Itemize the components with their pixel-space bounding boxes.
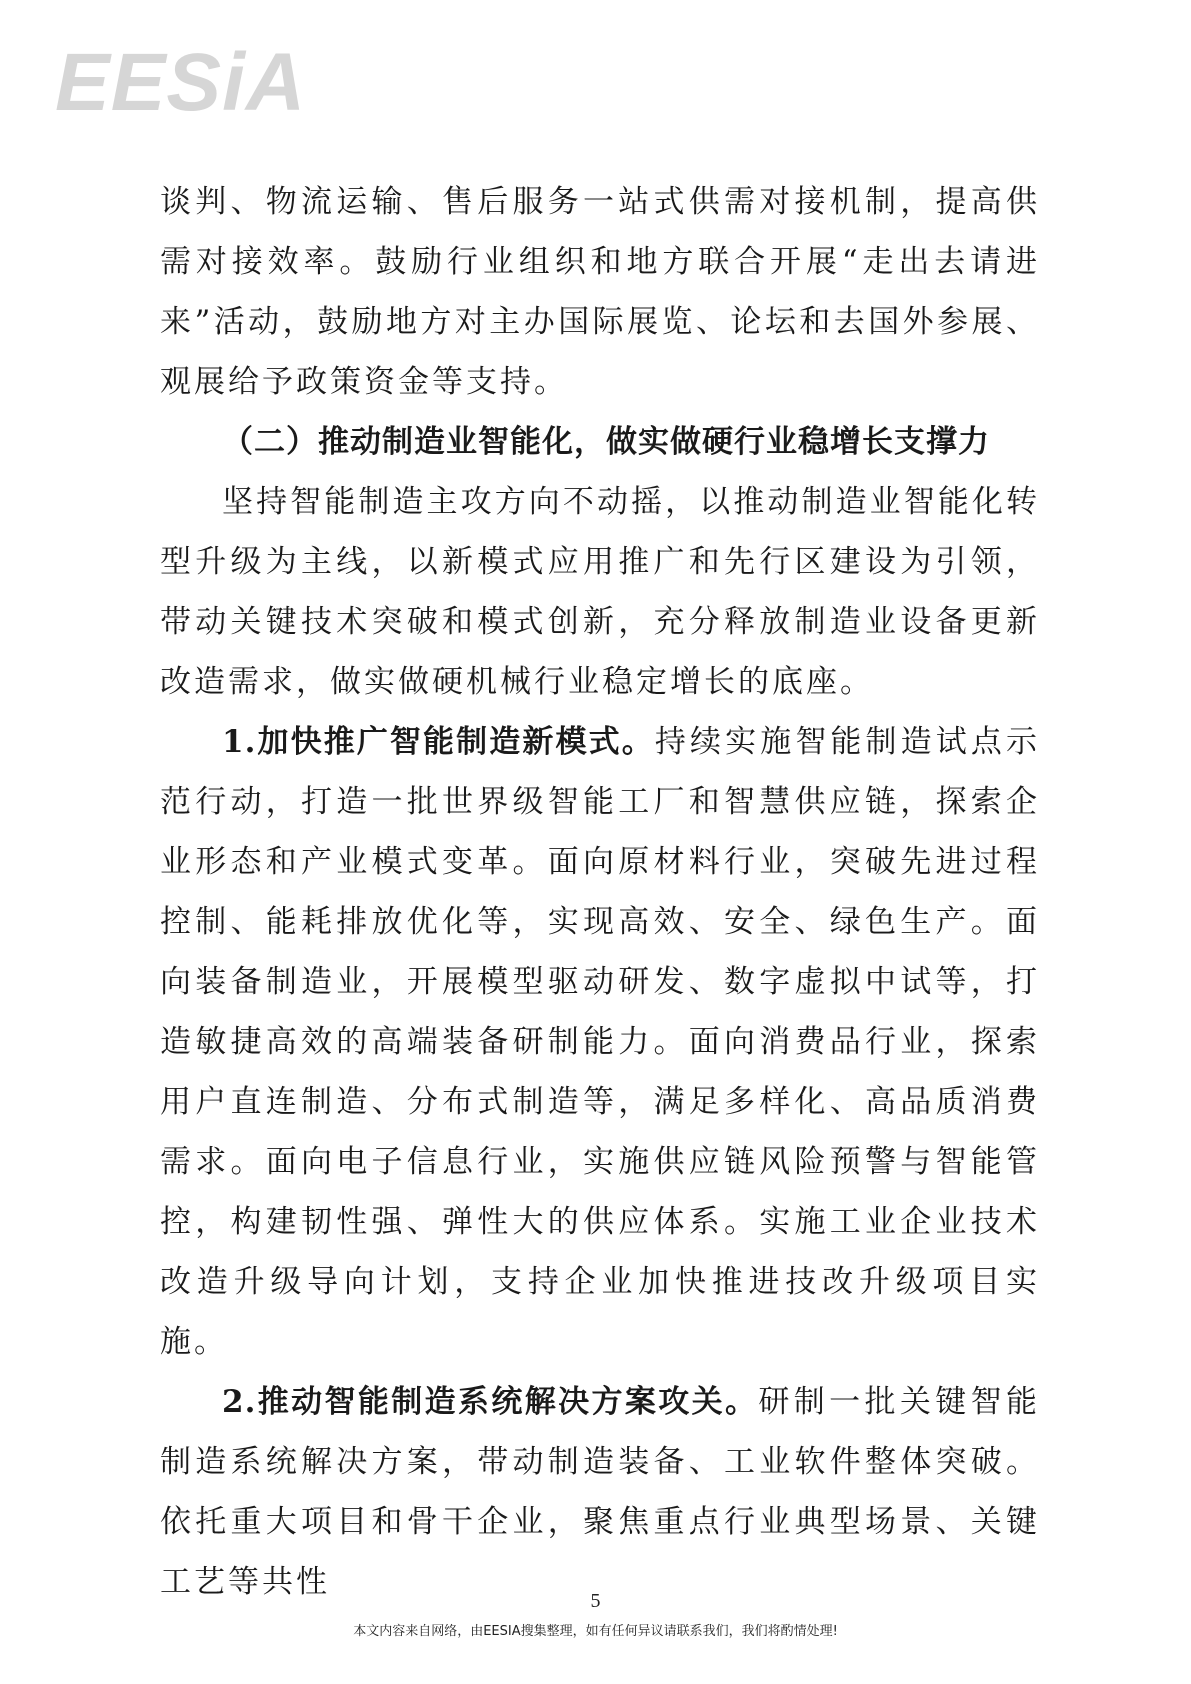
eesia-logo: EESiA: [55, 37, 307, 128]
paragraph-intro: 坚持智能制造主攻方向不动摇，以推动制造业智能化转型升级为主线，以新模式应用推广和先行区建设为引领，带动关键技术突破和模式创新，充分释放制造业设备更新改造需求，做实做硬机械行业稳定增长的底座。: [160, 484, 1040, 700]
item-2-title: 2.推动智能制造系统解决方案攻关。: [222, 1384, 759, 1420]
item-2-text: 研制一批关键智能制造系统解决方案，带动制造装备、工业软件整体突破。依托重大项目和骨干企业，聚焦重点行业典型场景、关键工艺等共性: [160, 1384, 1040, 1600]
paragraph-item-2: [160, 1372, 1040, 1612]
document-body: [160, 172, 1040, 1612]
page-number: 5: [590, 1590, 601, 1612]
footer-disclaimer: 本文内容来自网络，由EESIA搜集整理，如有任何异议请联系我们，我们将酌情处理!: [353, 1624, 838, 1639]
paragraph-continuation: 谈判、物流运输、售后服务一站式供需对接机制，提高供需对接效率。鼓励行业组织和地方联合开展“走出去请进来”活动，鼓励地方对主办国际展览、论坛和去国外参展、观展给予政策资金等支持。: [160, 184, 1040, 400]
item-1-title: 1.加快推广智能制造新模式。: [222, 724, 655, 760]
paragraph-item-1: [160, 712, 1040, 1372]
item-1-text: 持续实施智能制造试点示范行动，打造一批世界级智能工厂和智慧供应链，探索企业形态和产业模式变革。面向原材料行业，突破先进过程控制、能耗排放优化等，实现高效、安全、绿色生产。面向装备制造业，开展模型驱动研发、数字虚拟中试等，打造敏捷高效的高端装备研制能力。面向消费品行业，探索用户直连制造、分布式制造等，满足多样化、高品质消费需求。面向电子信息行业，实施供应链风险预警与智能管控，构建韧性强、弹性大的供应体系。实施工业企业技术改造升级导向计划，支持企业加快推进技改升级项目实施。: [160, 724, 1040, 1360]
section-heading: （二）推动制造业智能化，做实做硬行业稳增长支撑力: [222, 424, 990, 460]
